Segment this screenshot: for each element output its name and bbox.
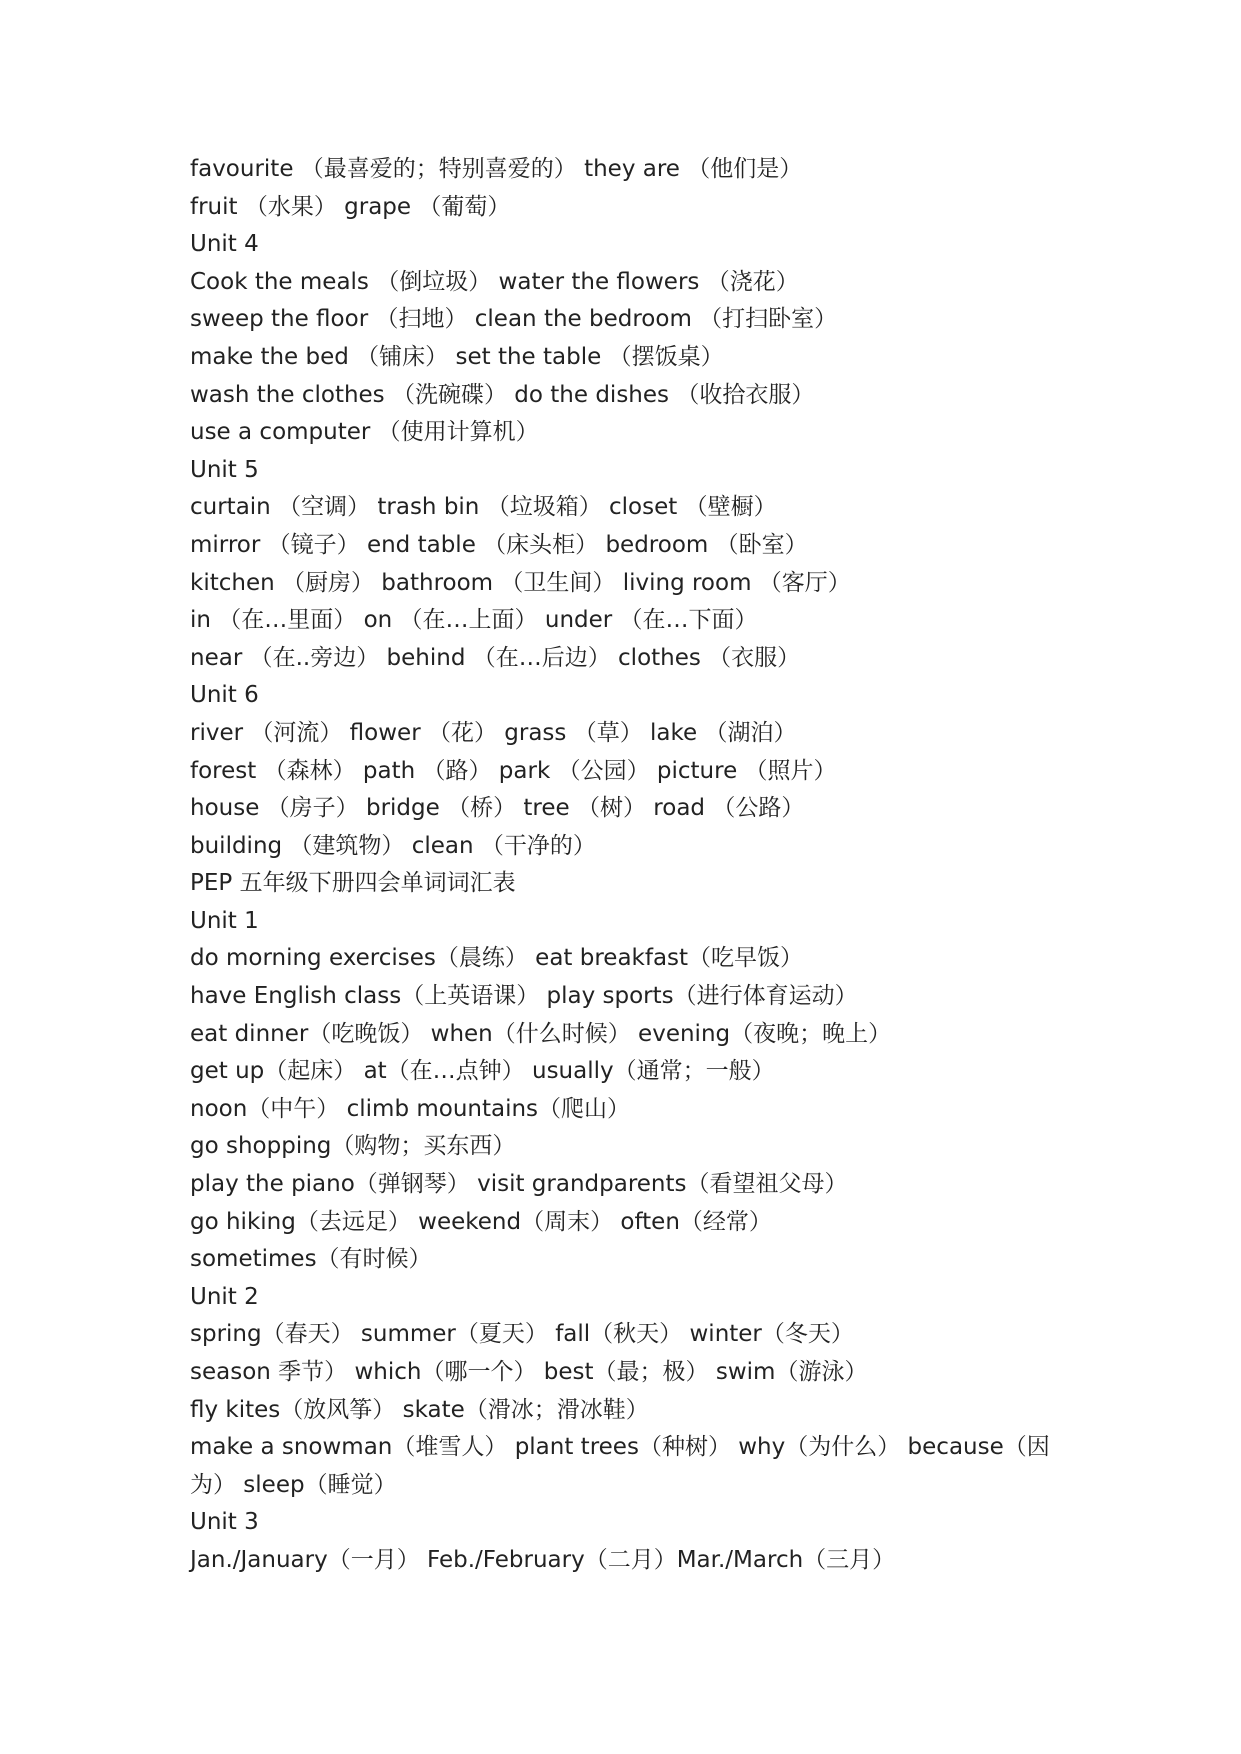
unit-heading: Unit 6 xyxy=(190,682,259,709)
vocab-line: building （建筑物） clean （干净的） xyxy=(190,832,596,859)
vocab-line: have English class（上英语课） play sports（进行体育运动） xyxy=(190,983,858,1010)
vocab-line: near （在..旁边） behind （在…后边） clothes （衣服） xyxy=(190,644,801,671)
vocab-line: play the piano（弹钢琴） visit grandparents（看望祖父母） xyxy=(190,1171,848,1198)
vocab-line: river （河流） flower （花） grass （草） lake （湖泊） xyxy=(190,719,797,746)
vocab-line: wash the clothes （洗碗碟） do the dishes （收拾衣服） xyxy=(190,381,815,408)
vocab-line: sweep the floor （扫地） clean the bedroom （打扫卧室） xyxy=(190,306,838,333)
vocab-line: spring（春天） summer（夏天） fall（秋天） winter（冬天） xyxy=(190,1321,854,1348)
vocab-line: make a snowman（堆雪人） plant trees（种树） why（为什么） because（因为） sleep（睡觉） xyxy=(190,1434,1050,1498)
vocab-line: favourite （最喜爱的；特别喜爱的） they are （他们是） xyxy=(190,156,803,182)
vocab-line: sometimes（有时候） xyxy=(190,1246,432,1273)
vocab-line: house （房子） bridge （桥） tree （树） road （公路） xyxy=(190,795,805,822)
vocab-line: noon（中午） climb mountains（爬山） xyxy=(190,1095,631,1122)
unit-heading: Unit 1 xyxy=(190,907,259,934)
vocab-line: Jan./January（一月） Feb./February（二月）Mar./March（三月） xyxy=(190,1546,896,1573)
vocab-line: get up（起床） at（在…点钟） usually（通常；一般） xyxy=(190,1058,775,1085)
vocab-line: mirror （镜子） end table （床头柜） bedroom （卧室） xyxy=(190,531,808,558)
vocab-line: use a computer （使用计算机） xyxy=(190,419,539,446)
vocab-line: eat dinner（吃晚饭） when（什么时候） evening（夜晚；晚上） xyxy=(190,1020,892,1047)
vocab-line: do morning exercises（晨练） eat breakfast（吃早饭） xyxy=(190,945,804,972)
vocab-line: fruit （水果） grape （葡萄） xyxy=(190,193,511,220)
vocab-line: Cook the meals （倒垃圾） water the flowers （浇花） xyxy=(190,268,799,295)
vocabulary-list xyxy=(190,151,1090,1580)
vocab-line: make the bed （铺床） set the table （摆饭桌） xyxy=(190,343,724,370)
unit-heading: Unit 2 xyxy=(190,1283,259,1310)
vocab-line: forest （森林） path （路） park （公园） picture （照片） xyxy=(190,757,837,784)
section-title: PEP 五年级下册四会单词词汇表 xyxy=(190,870,516,897)
vocab-line: in （在…里面） on （在…上面） under （在…下面） xyxy=(190,607,758,634)
vocab-line: kitchen （厨房） bathroom （卫生间） living room （客厅） xyxy=(190,569,851,596)
unit-heading: Unit 5 xyxy=(190,456,259,483)
vocab-line: fly kites（放风筝） skate（滑冰；滑冰鞋） xyxy=(190,1396,649,1423)
unit-heading: Unit 3 xyxy=(190,1509,259,1536)
unit-heading: Unit 4 xyxy=(190,231,259,258)
vocab-line: go shopping（购物；买东西） xyxy=(190,1133,516,1160)
vocab-line: curtain （空调） trash bin （垃圾箱） closet （壁橱） xyxy=(190,494,777,521)
vocab-line: season 季节） which（哪一个） best（最；极） swim（游泳） xyxy=(190,1359,868,1385)
vocab-line: go hiking（去远足） weekend（周末） often（经常） xyxy=(190,1208,772,1235)
